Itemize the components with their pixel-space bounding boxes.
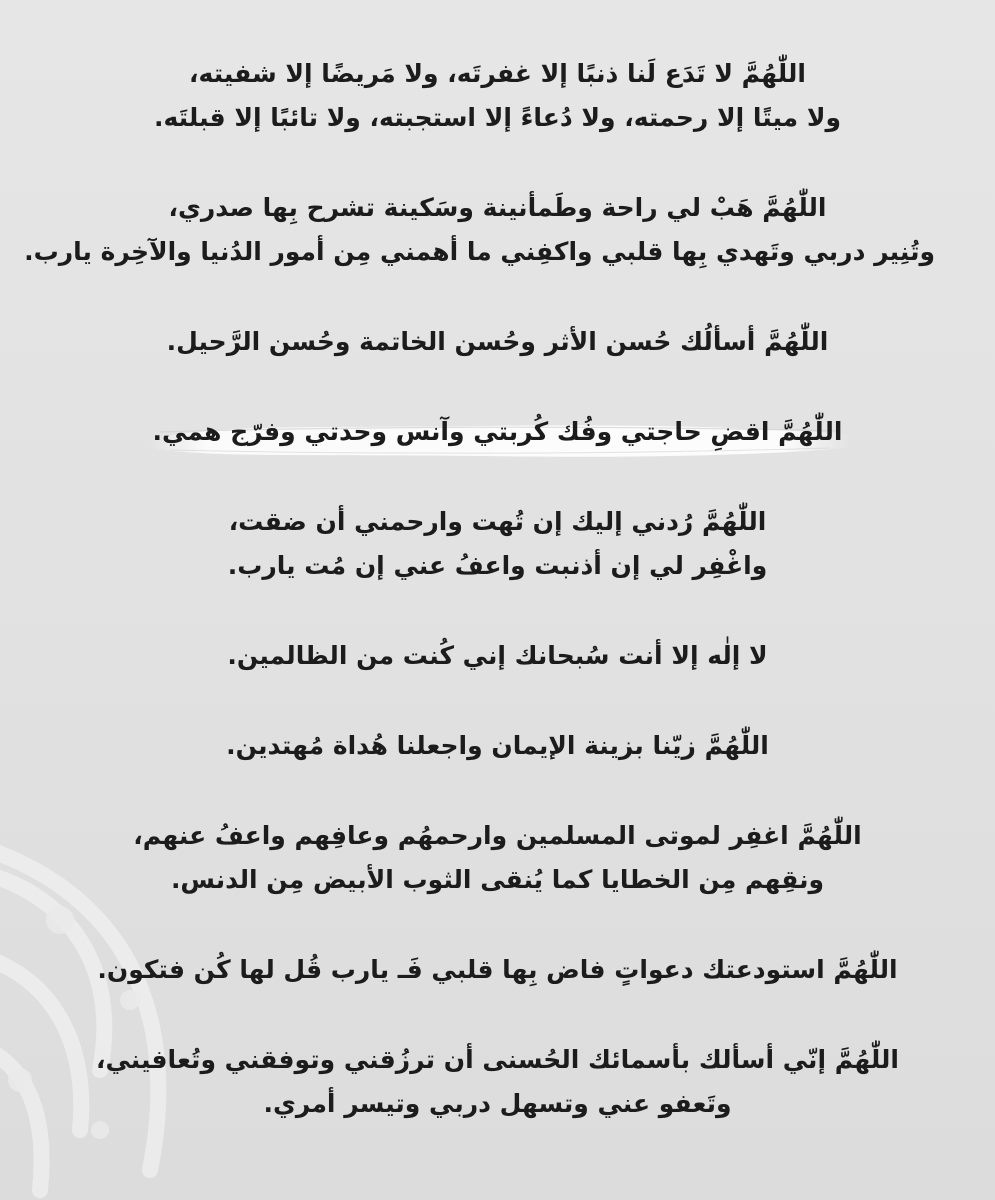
dua-line: لا إلٰه إلا أنت سُبحانك إني كُنت من الظالمين.: [227, 641, 768, 670]
dua-line: اللّٰهُمَّ اغفِر لموتى المسلمين وارحمهُم وعافِهم واعفُ عنهم،: [133, 821, 862, 850]
dua-line: اللّٰهُمَّ اقضِ حاجتي وفُك كُربتي وآنس وحدتي وفرّج همي.: [152, 417, 843, 446]
dua-line: اللّٰهُمَّ لا تَدَع لَنا ذنبًا إلا غفرتَه، ولا مَريضًا إلا شفيته،: [189, 59, 806, 88]
dua-block-7: [60, 724, 935, 768]
dua-block-5: [60, 500, 935, 588]
dua-block-6: [60, 634, 935, 678]
dua-line: اللّٰهُمَّ استودعتك دعواتٍ فاض بِها قلبي فَـ يارب قُل لها كُن فتكون.: [97, 955, 898, 984]
dua-line: اللّٰهُمَّ رُدني إليك إن تُهت وارحمني أن ضقت،: [228, 507, 767, 536]
dua-line: واغْفِر لي إن أذنبت واعفُ عني إن مُت يارب.: [227, 551, 768, 580]
dua-line: ولا ميتًا إلا رحمته، ولا دُعاءً إلا استجبته، ولا تائبًا إلا قبلتَه.: [154, 103, 841, 132]
dua-block-3: [60, 320, 935, 364]
dua-block-1: [60, 52, 935, 140]
dua-line: اللّٰهُمَّ أسألُك حُسن الأثر وحُسن الخاتمة وحُسن الرَّحيل.: [166, 327, 829, 356]
duas-text-column: [24, 52, 935, 1126]
dua-line: ونقِهم مِن الخطايا كما يُنقى الثوب الأبيض مِن الدنس.: [170, 865, 825, 894]
dua-block-2: [24, 186, 935, 274]
dua-block-10: [60, 1038, 935, 1126]
dua-block-9: [60, 948, 935, 992]
dua-block-4: [60, 410, 935, 454]
dua-line: وتُنِير دربي وتَهدي بِها قلبي واكفِني ما أهمني مِن أمور الدُنيا والآخِرة يارب.: [24, 237, 935, 266]
dua-block-8: [60, 814, 935, 902]
dua-line: اللّٰهُمَّ هَبْ لي راحة وطَمأنينة وسَكينة تشرح بِها صدري،: [168, 193, 827, 222]
dua-line: وتَعفو عني وتسهل دربي وتيسر أمري.: [263, 1089, 732, 1118]
dua-line: اللّٰهُمَّ زيّنا بزينة الإيمان واجعلنا هُداة مُهتدين.: [226, 731, 769, 760]
dua-line: اللّٰهُمَّ إنّي أسألك بأسمائك الحُسنى أن ترزُقني وتوفقني وتُعافيني،: [95, 1045, 899, 1074]
